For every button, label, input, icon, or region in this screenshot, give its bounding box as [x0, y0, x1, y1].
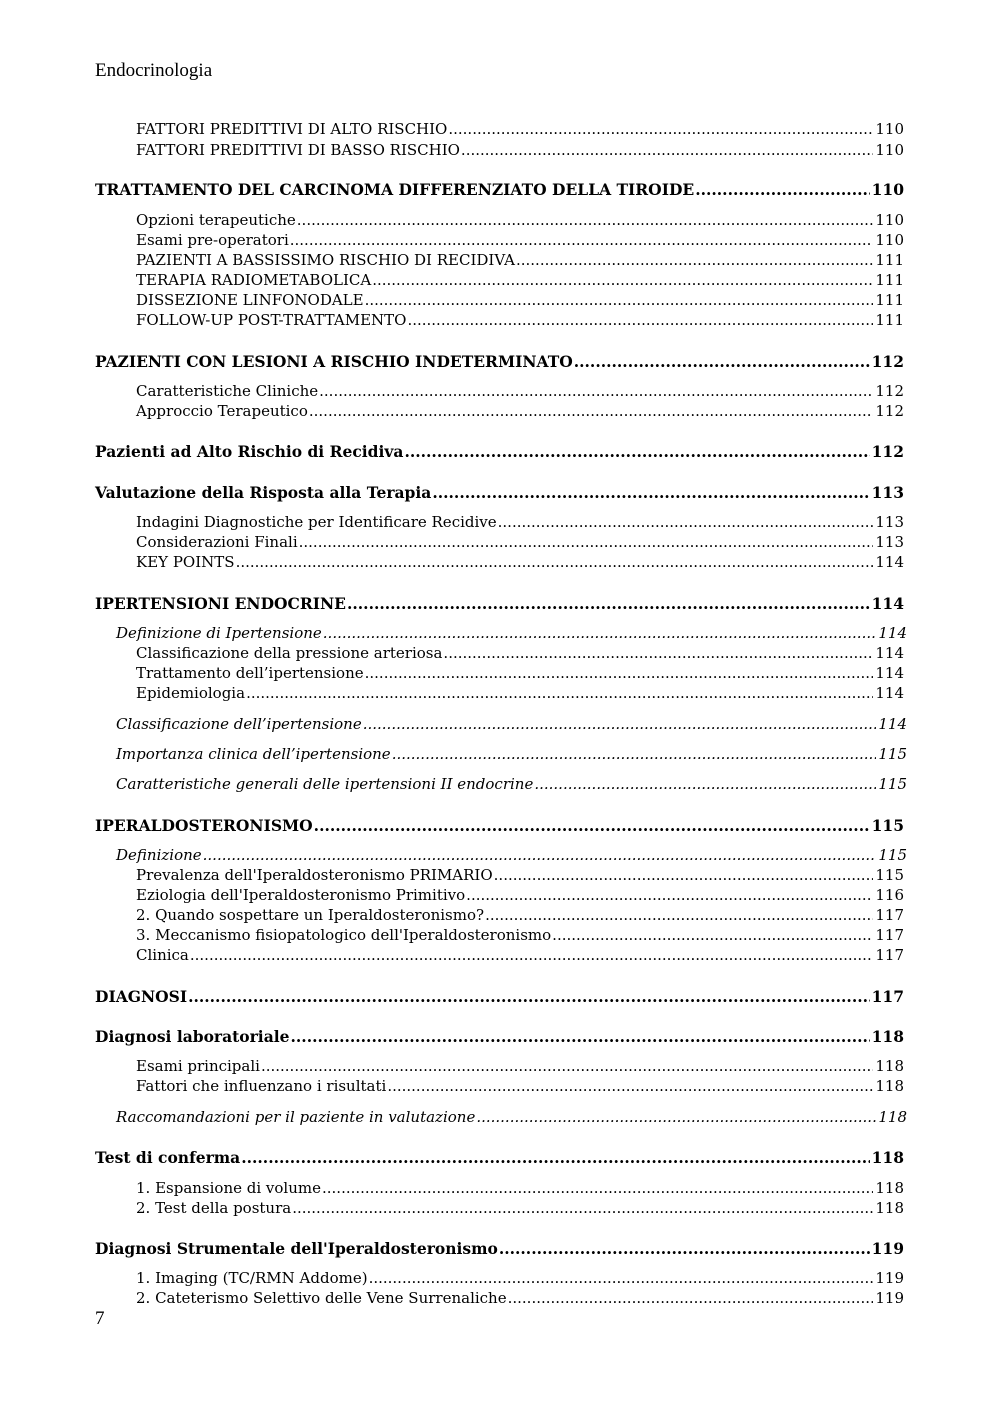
toc-entry-title: DIAGNOSI [95, 987, 188, 1006]
toc-entry[interactable] [116, 624, 907, 642]
toc-entry[interactable] [136, 533, 904, 551]
dot-leader [292, 1199, 873, 1217]
toc-entry-title: Classificazione della pressione arteriosa [136, 644, 443, 662]
toc-entry-page: 115 [878, 846, 907, 864]
dot-leader [461, 141, 873, 159]
toc-entry-title: IPERALDOSTERONISMO [95, 816, 313, 835]
toc-entry-page: 114 [875, 684, 904, 702]
toc-entry[interactable] [136, 553, 904, 571]
toc-entry-title: 2. Quando sospettare un Iperaldosteronismo? [136, 906, 485, 924]
toc-entry-page: 112 [875, 382, 904, 400]
toc-entry[interactable] [136, 1077, 904, 1095]
toc-entry-title: Importanza clinica dell’ipertensione [116, 745, 391, 763]
dot-leader [190, 946, 873, 964]
toc-entry-title: Definizione [116, 846, 202, 864]
toc-entry-title: 1. Espansione di volume [136, 1179, 321, 1197]
dot-leader [485, 906, 873, 924]
toc-entry-title: PAZIENTI A BASSISSIMO RISCHIO DI RECIDIVA [136, 251, 515, 269]
toc-entry[interactable] [136, 644, 904, 662]
dot-leader [365, 664, 874, 682]
dot-leader [574, 352, 870, 371]
toc-entry-page: 114 [878, 624, 907, 642]
toc-entry-title: Opzioni terapeutiche [136, 211, 296, 229]
toc-entry-page: 116 [875, 886, 904, 904]
toc-entry-page: 113 [871, 483, 904, 502]
toc-entry[interactable] [136, 211, 904, 229]
toc-entry-title: Pazienti ad Alto Rischio di Recidiva [95, 442, 404, 461]
toc-entry[interactable] [136, 291, 904, 309]
dot-leader [261, 1057, 873, 1075]
toc-entry-page: 112 [871, 442, 904, 461]
toc-entry-title: Raccomandazioni per il paziente in valutazione [116, 1108, 476, 1126]
page-number: 7 [95, 1308, 105, 1329]
toc-entry[interactable] [136, 513, 904, 531]
toc-entry-page: 114 [875, 553, 904, 571]
toc-entry[interactable] [95, 442, 904, 461]
toc-entry-page: 111 [875, 251, 904, 269]
toc-entry-page: 110 [875, 211, 904, 229]
toc-entry[interactable] [136, 866, 904, 884]
toc-entry-page: 115 [871, 816, 904, 835]
toc-entry-page: 117 [875, 926, 904, 944]
toc-entry-title: DISSEZIONE LINFONODALE [136, 291, 364, 309]
toc-entry-title: Approccio Terapeutico [136, 402, 308, 420]
toc-entry-title: 3. Meccanismo fisiopatologico dell'Iperaldosteronismo [136, 926, 552, 944]
toc-entry[interactable] [116, 775, 907, 793]
toc-entry[interactable] [136, 1269, 904, 1287]
toc-entry[interactable] [136, 402, 904, 420]
toc-entry[interactable] [136, 141, 904, 159]
dot-leader [404, 442, 869, 461]
toc-entry-page: 111 [875, 291, 904, 309]
toc-entry-title: Classificazione dell’ipertensione [116, 715, 362, 733]
toc-entry[interactable] [95, 483, 904, 502]
toc-entry[interactable] [116, 745, 907, 763]
toc-entry-page: 118 [875, 1199, 904, 1217]
dot-leader [299, 533, 874, 551]
toc-entry-title: Eziologia dell'Iperaldosteronismo Primitivo [136, 886, 466, 904]
toc-entry-title: Trattamento dell’ipertensione [136, 664, 364, 682]
toc-entry[interactable] [136, 382, 904, 400]
toc-entry-page: 119 [871, 1239, 904, 1258]
toc-entry-title: FATTORI PREDITTIVI DI ALTO RISCHIO [136, 120, 448, 138]
toc-entry-page: 115 [878, 775, 907, 793]
toc-entry-title: Esami principali [136, 1057, 260, 1075]
toc-entry-page: 112 [875, 402, 904, 420]
toc-entry-title: KEY POINTS [136, 553, 235, 571]
toc-entry[interactable] [116, 1108, 907, 1126]
toc-entry-page: 111 [875, 311, 904, 329]
toc-entry-title: Diagnosi laboratoriale [95, 1027, 290, 1046]
toc-entry[interactable] [95, 1239, 904, 1258]
toc-entry[interactable] [136, 1179, 904, 1197]
dot-leader [476, 1108, 876, 1126]
dot-leader [203, 846, 877, 864]
toc-entry-page: 119 [875, 1269, 904, 1287]
toc-entry-page: 113 [875, 513, 904, 531]
toc-entry-title: Epidemiologia [136, 684, 246, 702]
dot-leader [323, 624, 877, 642]
toc-entry[interactable] [95, 1148, 904, 1167]
toc-entry-page: 117 [875, 906, 904, 924]
dot-leader [552, 926, 873, 944]
toc-entry-page: 118 [871, 1027, 904, 1046]
toc-entry[interactable] [136, 1057, 904, 1075]
toc-entry-page: 110 [875, 231, 904, 249]
toc-entry[interactable] [136, 271, 904, 289]
toc-entry-page: 110 [875, 120, 904, 138]
dot-leader [241, 1148, 869, 1167]
dot-leader [534, 775, 876, 793]
toc-entry-title: Diagnosi Strumentale dell'Iperaldosteronismo [95, 1239, 498, 1258]
dot-leader [297, 211, 874, 229]
toc-entry-page: 112 [871, 352, 904, 371]
toc-entry-title: TERAPIA RADIOMETABOLICA [136, 271, 372, 289]
dot-leader [372, 271, 873, 289]
running-header: Endocrinologia [95, 60, 213, 81]
toc-entry-title: PAZIENTI CON LESIONI A RISCHIO INDETERMINATO [95, 352, 573, 371]
toc-entry-page: 118 [875, 1179, 904, 1197]
toc-entry[interactable] [136, 946, 904, 964]
toc-entry[interactable] [116, 846, 907, 864]
toc-entry-page: 119 [875, 1289, 904, 1307]
toc-entry-title: Valutazione della Risposta alla Terapia [95, 483, 432, 502]
toc-entry-page: 117 [875, 946, 904, 964]
dot-leader [516, 251, 873, 269]
toc-entry-title: Clinica [136, 946, 189, 964]
toc-entry-page: 118 [875, 1057, 904, 1075]
toc-entry[interactable] [136, 926, 904, 944]
toc-entry[interactable] [136, 311, 904, 329]
toc-entry-title: Definizione di Ipertensione [116, 624, 322, 642]
dot-leader [369, 1269, 874, 1287]
toc-entry-page: 110 [871, 180, 904, 199]
toc-entry[interactable] [136, 1289, 904, 1307]
toc-entry-title: Fattori che influenzano i risultati [136, 1077, 387, 1095]
dot-leader [309, 402, 873, 420]
toc-entry-title: 2. Test della postura [136, 1199, 292, 1217]
toc-entry-title: Considerazioni Finali [136, 533, 298, 551]
dot-leader [363, 715, 877, 733]
dot-leader [407, 311, 873, 329]
toc-entry[interactable] [95, 180, 904, 199]
dot-leader [188, 987, 870, 1006]
toc-entry[interactable] [136, 120, 904, 138]
dot-leader [498, 513, 874, 531]
toc-entry-page: 114 [875, 664, 904, 682]
toc-entry[interactable] [136, 886, 904, 904]
toc-entry-page: 114 [875, 644, 904, 662]
dot-leader [432, 483, 869, 502]
toc-entry-title: IPERTENSIONI ENDOCRINE [95, 594, 346, 613]
toc-entry[interactable] [136, 251, 904, 269]
toc-entry-page: 118 [871, 1148, 904, 1167]
toc-entry-title: Esami pre-operatori [136, 231, 289, 249]
toc-entry[interactable] [95, 1027, 904, 1046]
toc-entry[interactable] [116, 715, 907, 733]
toc-entry-page: 111 [875, 271, 904, 289]
dot-leader [319, 382, 873, 400]
dot-leader [448, 120, 873, 138]
toc-entry-title: Caratteristiche generali delle ipertensioni II endocrine [116, 775, 534, 793]
toc-entry-title: Caratteristiche Cliniche [136, 382, 319, 400]
toc-entry-page: 117 [871, 987, 904, 1006]
dot-leader [443, 644, 873, 662]
dot-leader [499, 1239, 870, 1258]
toc-entry[interactable] [136, 684, 904, 702]
toc-entry-page: 118 [875, 1077, 904, 1095]
toc-entry-page: 114 [871, 594, 904, 613]
toc-entry[interactable] [95, 594, 904, 613]
toc-entry-page: 114 [878, 715, 907, 733]
dot-leader [695, 180, 869, 199]
toc-entry-title: Prevalenza dell'Iperaldosteronismo PRIMARIO [136, 866, 493, 884]
toc-entry[interactable] [95, 352, 904, 371]
toc-entry-title: FATTORI PREDITTIVI DI BASSO RISCHIO [136, 141, 460, 159]
toc-entry[interactable] [95, 987, 904, 1006]
toc-entry-title: FOLLOW-UP POST-TRATTAMENTO [136, 311, 407, 329]
dot-leader [291, 1027, 870, 1046]
toc-entry[interactable] [95, 816, 904, 835]
toc-entry[interactable] [136, 664, 904, 682]
toc-entry-title: TRATTAMENTO DEL CARCINOMA DIFFERENZIATO DELLA TIROIDE [95, 180, 695, 199]
dot-leader [347, 594, 870, 613]
toc-entry-page: 115 [878, 745, 907, 763]
dot-leader [322, 1179, 873, 1197]
dot-leader [365, 291, 874, 309]
toc-entry-title: 1. Imaging (TC/RMN Addome) [136, 1269, 368, 1287]
toc-entry-page: 110 [875, 141, 904, 159]
toc-entry[interactable] [136, 1199, 904, 1217]
dot-leader [387, 1077, 873, 1095]
dot-leader [314, 816, 870, 835]
toc-entry-page: 118 [878, 1108, 907, 1126]
dot-leader [236, 553, 874, 571]
dot-leader [392, 745, 877, 763]
toc-entry-title: Indagini Diagnostiche per Identificare Recidive [136, 513, 497, 531]
dot-leader [508, 1289, 874, 1307]
toc-entry-page: 115 [875, 866, 904, 884]
toc-entry[interactable] [136, 906, 904, 924]
toc-entry-title: 2. Cateterismo Selettivo delle Vene Surrenaliche [136, 1289, 507, 1307]
dot-leader [494, 866, 874, 884]
dot-leader [466, 886, 873, 904]
toc-entry-title: Test di conferma [95, 1148, 241, 1167]
toc-entry[interactable] [136, 231, 904, 249]
dot-leader [290, 231, 874, 249]
dot-leader [246, 684, 873, 702]
toc-entry-page: 113 [875, 533, 904, 551]
